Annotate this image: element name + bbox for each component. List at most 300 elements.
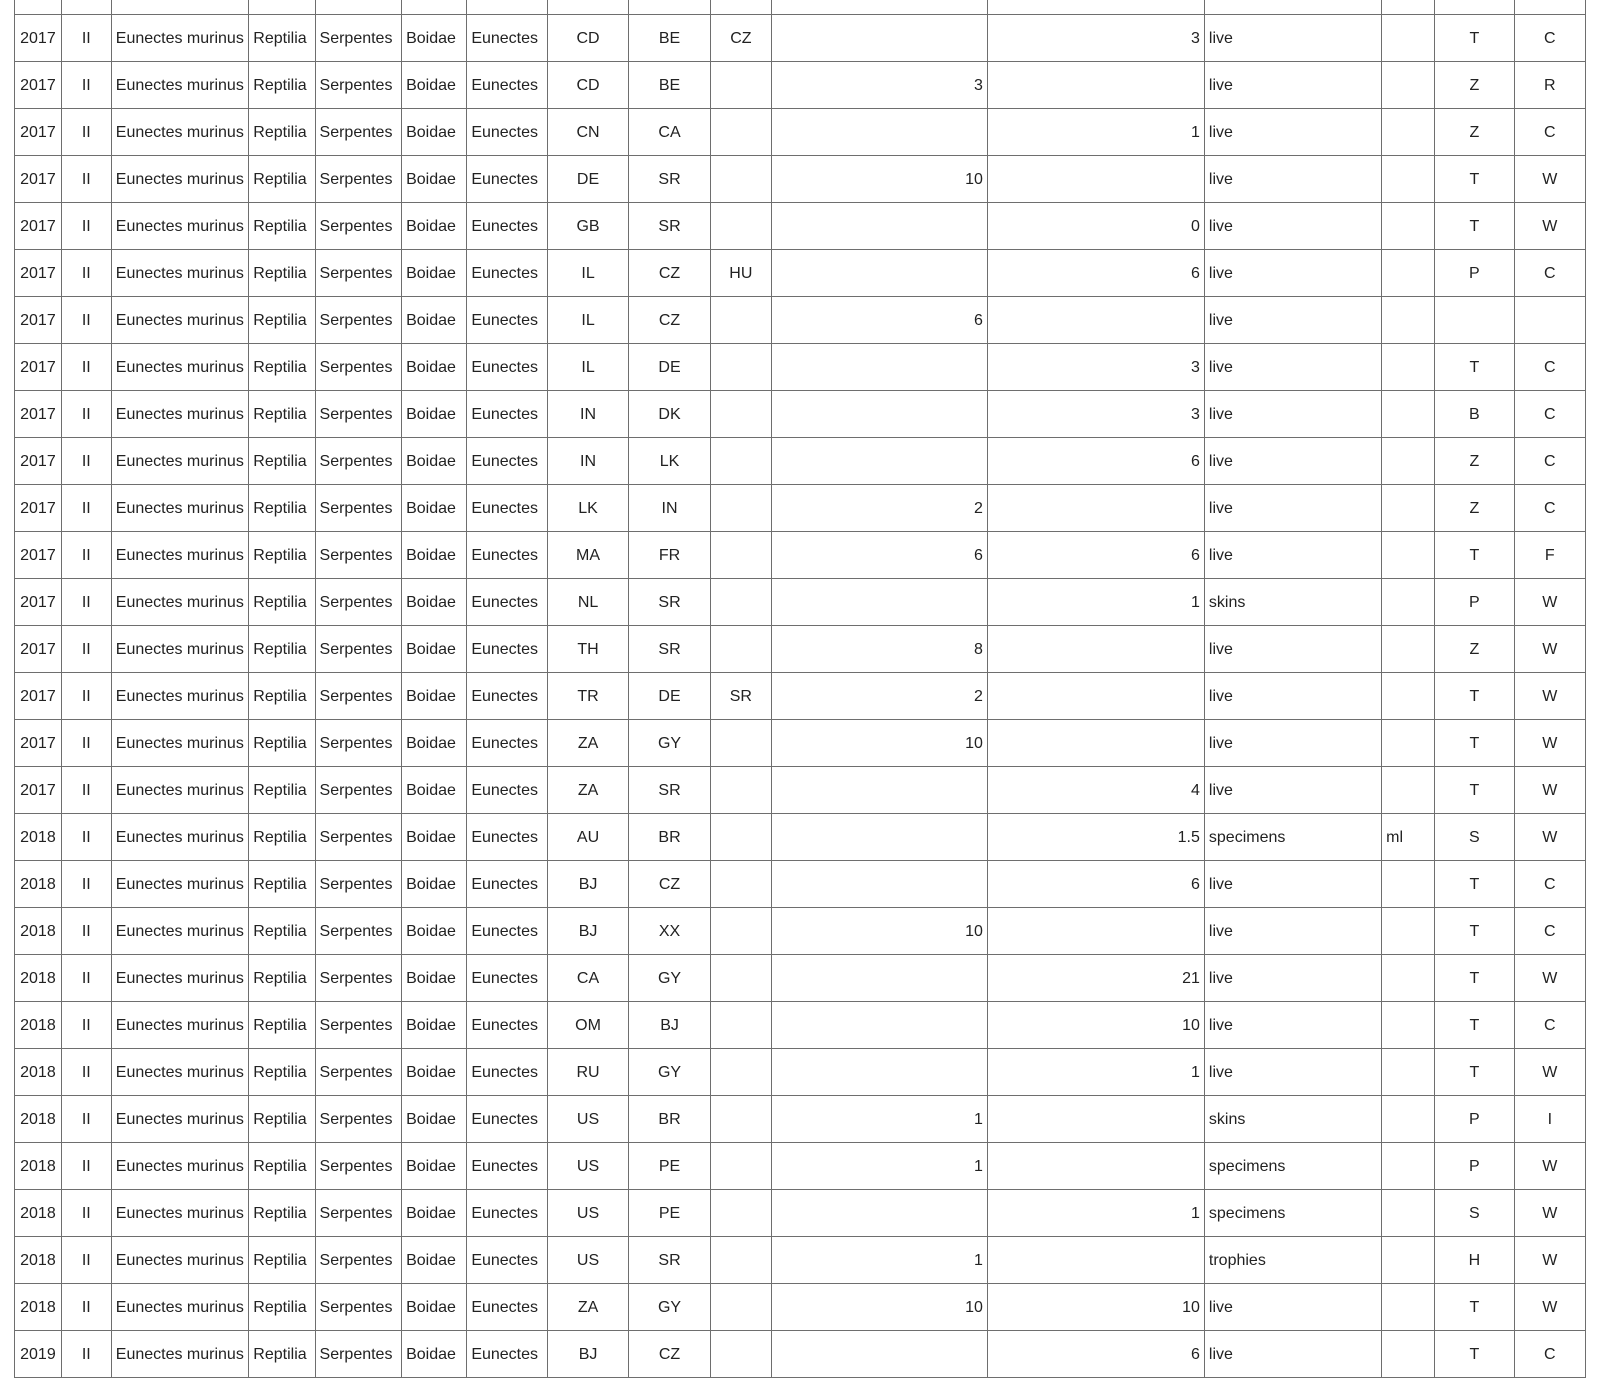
order-cell: Serpentes — [315, 767, 402, 814]
class-cell: Reptilia — [249, 1190, 315, 1237]
appendix-cell: II — [61, 203, 111, 250]
purpose-cell — [1435, 0, 1514, 15]
year-cell: 2018 — [15, 1096, 62, 1143]
importer-cell: BJ — [547, 908, 629, 955]
table-row — [15, 1284, 1586, 1331]
exporter-cell: PE — [629, 1143, 711, 1190]
source-cell: C — [1514, 438, 1585, 485]
genus-cell: Eunectes — [467, 673, 547, 720]
family-cell: Boidae — [402, 62, 467, 109]
origin-cell: CZ — [710, 15, 771, 62]
origin-cell — [710, 62, 771, 109]
appendix-cell: II — [61, 673, 111, 720]
term-cell: live — [1204, 156, 1381, 203]
source-cell: C — [1514, 1002, 1585, 1049]
year-cell: 2017 — [15, 297, 62, 344]
order-cell: Serpentes — [315, 250, 402, 297]
term-cell: skins — [1204, 1096, 1381, 1143]
importer-cell: ZA — [547, 767, 629, 814]
term-cell: live — [1204, 250, 1381, 297]
importer-cell: GB — [547, 203, 629, 250]
taxon-cell — [111, 0, 249, 15]
family-cell: Boidae — [402, 861, 467, 908]
order-cell: Serpentes — [315, 297, 402, 344]
class-cell: Reptilia — [249, 62, 315, 109]
importer-reported-quantity-cell — [771, 438, 987, 485]
term-cell: live — [1204, 673, 1381, 720]
taxon-cell: Eunectes murinus — [111, 814, 249, 861]
term-cell — [1204, 0, 1381, 15]
origin-cell — [710, 1237, 771, 1284]
exporter-reported-quantity-cell: 1 — [987, 1190, 1204, 1237]
importer-cell: BJ — [547, 861, 629, 908]
unit-cell — [1382, 0, 1435, 15]
genus-cell: Eunectes — [467, 1143, 547, 1190]
exporter-reported-quantity-cell: 10 — [987, 1284, 1204, 1331]
appendix-cell: II — [61, 485, 111, 532]
genus-cell: Eunectes — [467, 15, 547, 62]
exporter-cell: GY — [629, 720, 711, 767]
purpose-cell: T — [1435, 344, 1514, 391]
term-cell: specimens — [1204, 1143, 1381, 1190]
family-cell: Boidae — [402, 1331, 467, 1378]
origin-cell — [710, 1002, 771, 1049]
order-cell: Serpentes — [315, 1190, 402, 1237]
term-cell: live — [1204, 15, 1381, 62]
importer-reported-quantity-cell: 1 — [771, 1143, 987, 1190]
importer-reported-quantity-cell — [771, 1002, 987, 1049]
unit-cell — [1382, 1190, 1435, 1237]
term-cell: live — [1204, 203, 1381, 250]
class-cell: Reptilia — [249, 391, 315, 438]
appendix-cell: II — [61, 344, 111, 391]
purpose-cell: T — [1435, 1002, 1514, 1049]
source-cell: W — [1514, 1143, 1585, 1190]
purpose-cell: T — [1435, 955, 1514, 1002]
taxon-cell: Eunectes murinus — [111, 1096, 249, 1143]
source-cell: W — [1514, 955, 1585, 1002]
term-cell: live — [1204, 297, 1381, 344]
taxon-cell: Eunectes murinus — [111, 109, 249, 156]
order-cell: Serpentes — [315, 1331, 402, 1378]
family-cell: Boidae — [402, 203, 467, 250]
exporter-reported-quantity-cell: 3 — [987, 15, 1204, 62]
importer-reported-quantity-cell: 10 — [771, 1284, 987, 1331]
origin-cell — [710, 109, 771, 156]
origin-cell — [710, 626, 771, 673]
importer-reported-quantity-cell: 6 — [771, 532, 987, 579]
exporter-cell: BE — [629, 15, 711, 62]
genus-cell: Eunectes — [467, 1096, 547, 1143]
exporter-reported-quantity-cell: 6 — [987, 1331, 1204, 1378]
importer-cell: TR — [547, 673, 629, 720]
term-cell: trophies — [1204, 1237, 1381, 1284]
importer-reported-quantity-cell — [771, 250, 987, 297]
family-cell — [402, 0, 467, 15]
importer-cell: IL — [547, 344, 629, 391]
unit-cell — [1382, 344, 1435, 391]
purpose-cell: Z — [1435, 438, 1514, 485]
unit-cell — [1382, 626, 1435, 673]
term-cell: live — [1204, 767, 1381, 814]
class-cell: Reptilia — [249, 344, 315, 391]
unit-cell — [1382, 438, 1435, 485]
taxon-cell: Eunectes murinus — [111, 1143, 249, 1190]
exporter-cell: XX — [629, 908, 711, 955]
year-cell: 2017 — [15, 626, 62, 673]
origin-cell — [710, 955, 771, 1002]
source-cell: W — [1514, 1284, 1585, 1331]
order-cell: Serpentes — [315, 626, 402, 673]
taxon-cell: Eunectes murinus — [111, 955, 249, 1002]
exporter-reported-quantity-cell: 6 — [987, 861, 1204, 908]
class-cell: Reptilia — [249, 814, 315, 861]
class-cell — [249, 0, 315, 15]
unit-cell — [1382, 1096, 1435, 1143]
importer-reported-quantity-cell — [771, 955, 987, 1002]
importer-reported-quantity-cell — [771, 0, 987, 15]
taxon-cell: Eunectes murinus — [111, 156, 249, 203]
exporter-reported-quantity-cell — [987, 1237, 1204, 1284]
table-row — [15, 1143, 1586, 1190]
importer-reported-quantity-cell — [771, 579, 987, 626]
importer-reported-quantity-cell — [771, 203, 987, 250]
family-cell: Boidae — [402, 109, 467, 156]
purpose-cell: S — [1435, 814, 1514, 861]
origin-cell: SR — [710, 673, 771, 720]
importer-reported-quantity-cell: 6 — [771, 297, 987, 344]
year-cell: 2017 — [15, 720, 62, 767]
term-cell: live — [1204, 1049, 1381, 1096]
appendix-cell: II — [61, 814, 111, 861]
appendix-cell: II — [61, 626, 111, 673]
order-cell: Serpentes — [315, 861, 402, 908]
importer-cell: DE — [547, 156, 629, 203]
exporter-cell: SR — [629, 156, 711, 203]
term-cell: live — [1204, 391, 1381, 438]
unit-cell — [1382, 203, 1435, 250]
purpose-cell: P — [1435, 579, 1514, 626]
family-cell: Boidae — [402, 955, 467, 1002]
genus-cell: Eunectes — [467, 62, 547, 109]
source-cell: W — [1514, 579, 1585, 626]
year-cell: 2017 — [15, 485, 62, 532]
origin-cell — [710, 438, 771, 485]
unit-cell — [1382, 1143, 1435, 1190]
exporter-reported-quantity-cell: 6 — [987, 250, 1204, 297]
importer-reported-quantity-cell: 3 — [771, 62, 987, 109]
origin-cell — [710, 532, 771, 579]
class-cell: Reptilia — [249, 1002, 315, 1049]
purpose-cell — [1435, 297, 1514, 344]
exporter-cell: GY — [629, 955, 711, 1002]
term-cell: live — [1204, 344, 1381, 391]
class-cell: Reptilia — [249, 532, 315, 579]
importer-reported-quantity-cell: 10 — [771, 720, 987, 767]
exporter-cell: BR — [629, 1096, 711, 1143]
origin-cell — [710, 1284, 771, 1331]
importer-cell: CA — [547, 955, 629, 1002]
class-cell: Reptilia — [249, 297, 315, 344]
family-cell: Boidae — [402, 1143, 467, 1190]
source-cell: C — [1514, 861, 1585, 908]
appendix-cell: II — [61, 156, 111, 203]
table-body — [15, 0, 1586, 1378]
taxon-cell: Eunectes murinus — [111, 626, 249, 673]
exporter-cell: SR — [629, 1237, 711, 1284]
taxon-cell: Eunectes murinus — [111, 767, 249, 814]
importer-reported-quantity-cell — [771, 814, 987, 861]
exporter-cell: IN — [629, 485, 711, 532]
exporter-cell: FR — [629, 532, 711, 579]
importer-reported-quantity-cell — [771, 391, 987, 438]
taxon-cell: Eunectes murinus — [111, 250, 249, 297]
exporter-cell — [629, 0, 711, 15]
term-cell: live — [1204, 955, 1381, 1002]
year-cell: 2017 — [15, 532, 62, 579]
exporter-cell: CZ — [629, 250, 711, 297]
appendix-cell: II — [61, 250, 111, 297]
year-cell: 2017 — [15, 673, 62, 720]
genus-cell: Eunectes — [467, 438, 547, 485]
purpose-cell: T — [1435, 1331, 1514, 1378]
table-row — [15, 391, 1586, 438]
family-cell: Boidae — [402, 1237, 467, 1284]
exporter-reported-quantity-cell — [987, 156, 1204, 203]
table-row — [15, 955, 1586, 1002]
origin-cell — [710, 297, 771, 344]
family-cell: Boidae — [402, 673, 467, 720]
importer-cell: CD — [547, 15, 629, 62]
purpose-cell: T — [1435, 156, 1514, 203]
origin-cell — [710, 767, 771, 814]
genus-cell: Eunectes — [467, 579, 547, 626]
source-cell: C — [1514, 109, 1585, 156]
appendix-cell: II — [61, 1096, 111, 1143]
order-cell: Serpentes — [315, 1284, 402, 1331]
table-row — [15, 485, 1586, 532]
order-cell — [315, 0, 402, 15]
unit-cell — [1382, 62, 1435, 109]
taxon-cell: Eunectes murinus — [111, 908, 249, 955]
order-cell: Serpentes — [315, 908, 402, 955]
order-cell: Serpentes — [315, 62, 402, 109]
exporter-reported-quantity-cell — [987, 62, 1204, 109]
exporter-reported-quantity-cell: 3 — [987, 344, 1204, 391]
purpose-cell: H — [1435, 1237, 1514, 1284]
exporter-reported-quantity-cell — [987, 1143, 1204, 1190]
exporter-cell: SR — [629, 203, 711, 250]
importer-cell: US — [547, 1096, 629, 1143]
source-cell: W — [1514, 767, 1585, 814]
exporter-cell: BJ — [629, 1002, 711, 1049]
appendix-cell: II — [61, 767, 111, 814]
importer-cell: CD — [547, 62, 629, 109]
family-cell: Boidae — [402, 1284, 467, 1331]
year-cell: 2018 — [15, 861, 62, 908]
family-cell: Boidae — [402, 579, 467, 626]
importer-reported-quantity-cell: 2 — [771, 673, 987, 720]
table-row — [15, 1002, 1586, 1049]
source-cell: W — [1514, 673, 1585, 720]
class-cell: Reptilia — [249, 250, 315, 297]
purpose-cell: S — [1435, 1190, 1514, 1237]
exporter-reported-quantity-cell: 1.5 — [987, 814, 1204, 861]
class-cell: Reptilia — [249, 15, 315, 62]
genus-cell: Eunectes — [467, 767, 547, 814]
order-cell: Serpentes — [315, 438, 402, 485]
exporter-reported-quantity-cell: 21 — [987, 955, 1204, 1002]
source-cell: W — [1514, 1049, 1585, 1096]
taxon-cell: Eunectes murinus — [111, 15, 249, 62]
genus-cell: Eunectes — [467, 1237, 547, 1284]
unit-cell — [1382, 908, 1435, 955]
source-cell: R — [1514, 62, 1585, 109]
unit-cell — [1382, 1237, 1435, 1284]
table-row — [15, 579, 1586, 626]
term-cell: live — [1204, 861, 1381, 908]
purpose-cell: P — [1435, 1096, 1514, 1143]
origin-cell — [710, 0, 771, 15]
importer-reported-quantity-cell: 10 — [771, 908, 987, 955]
source-cell — [1514, 0, 1585, 15]
importer-reported-quantity-cell — [771, 1331, 987, 1378]
appendix-cell: II — [61, 1237, 111, 1284]
purpose-cell: T — [1435, 908, 1514, 955]
exporter-reported-quantity-cell: 1 — [987, 109, 1204, 156]
purpose-cell: Z — [1435, 109, 1514, 156]
source-cell: W — [1514, 626, 1585, 673]
taxon-cell: Eunectes murinus — [111, 344, 249, 391]
exporter-cell: GY — [629, 1284, 711, 1331]
table-row — [15, 344, 1586, 391]
class-cell: Reptilia — [249, 579, 315, 626]
origin-cell — [710, 1143, 771, 1190]
source-cell: W — [1514, 1190, 1585, 1237]
year-cell: 2018 — [15, 1190, 62, 1237]
importer-cell: MA — [547, 532, 629, 579]
order-cell: Serpentes — [315, 1002, 402, 1049]
source-cell: W — [1514, 720, 1585, 767]
unit-cell — [1382, 955, 1435, 1002]
origin-cell — [710, 485, 771, 532]
appendix-cell: II — [61, 15, 111, 62]
exporter-reported-quantity-cell — [987, 485, 1204, 532]
table-row — [15, 814, 1586, 861]
taxon-cell: Eunectes murinus — [111, 203, 249, 250]
class-cell: Reptilia — [249, 438, 315, 485]
origin-cell — [710, 861, 771, 908]
genus-cell: Eunectes — [467, 485, 547, 532]
purpose-cell: P — [1435, 250, 1514, 297]
term-cell: live — [1204, 62, 1381, 109]
importer-reported-quantity-cell: 1 — [771, 1237, 987, 1284]
exporter-reported-quantity-cell — [987, 297, 1204, 344]
exporter-cell: PE — [629, 1190, 711, 1237]
taxon-cell: Eunectes murinus — [111, 579, 249, 626]
genus-cell: Eunectes — [467, 1331, 547, 1378]
exporter-reported-quantity-cell: 3 — [987, 391, 1204, 438]
origin-cell — [710, 391, 771, 438]
taxon-cell: Eunectes murinus — [111, 438, 249, 485]
importer-reported-quantity-cell — [771, 1049, 987, 1096]
year-cell: 2018 — [15, 1143, 62, 1190]
table-row — [15, 1331, 1586, 1378]
appendix-cell: II — [61, 1049, 111, 1096]
year-cell: 2017 — [15, 250, 62, 297]
purpose-cell: Z — [1435, 62, 1514, 109]
term-cell: skins — [1204, 579, 1381, 626]
year-cell: 2017 — [15, 579, 62, 626]
exporter-reported-quantity-cell: 10 — [987, 1002, 1204, 1049]
importer-reported-quantity-cell: 8 — [771, 626, 987, 673]
year-cell: 2017 — [15, 15, 62, 62]
year-cell: 2018 — [15, 1002, 62, 1049]
year-cell: 2017 — [15, 391, 62, 438]
unit-cell — [1382, 156, 1435, 203]
family-cell: Boidae — [402, 1096, 467, 1143]
importer-reported-quantity-cell — [771, 767, 987, 814]
order-cell: Serpentes — [315, 15, 402, 62]
appendix-cell: II — [61, 532, 111, 579]
family-cell: Boidae — [402, 1002, 467, 1049]
class-cell: Reptilia — [249, 1049, 315, 1096]
taxon-cell: Eunectes murinus — [111, 391, 249, 438]
unit-cell: ml — [1382, 814, 1435, 861]
source-cell: F — [1514, 532, 1585, 579]
year-cell: 2018 — [15, 1237, 62, 1284]
genus-cell: Eunectes — [467, 109, 547, 156]
order-cell: Serpentes — [315, 673, 402, 720]
year-cell: 2017 — [15, 344, 62, 391]
purpose-cell: T — [1435, 203, 1514, 250]
purpose-cell: T — [1435, 1049, 1514, 1096]
class-cell: Reptilia — [249, 861, 315, 908]
importer-cell: ZA — [547, 1284, 629, 1331]
appendix-cell: II — [61, 1002, 111, 1049]
source-cell: C — [1514, 15, 1585, 62]
class-cell: Reptilia — [249, 626, 315, 673]
source-cell: C — [1514, 1331, 1585, 1378]
class-cell: Reptilia — [249, 955, 315, 1002]
order-cell: Serpentes — [315, 485, 402, 532]
term-cell: live — [1204, 532, 1381, 579]
year-cell — [15, 0, 62, 15]
order-cell: Serpentes — [315, 955, 402, 1002]
order-cell: Serpentes — [315, 156, 402, 203]
exporter-reported-quantity-cell: 6 — [987, 438, 1204, 485]
genus-cell: Eunectes — [467, 1002, 547, 1049]
year-cell: 2018 — [15, 908, 62, 955]
table-row — [15, 1237, 1586, 1284]
genus-cell: Eunectes — [467, 861, 547, 908]
purpose-cell: T — [1435, 673, 1514, 720]
importer-cell: AU — [547, 814, 629, 861]
purpose-cell: T — [1435, 532, 1514, 579]
unit-cell — [1382, 579, 1435, 626]
unit-cell — [1382, 861, 1435, 908]
importer-cell: CN — [547, 109, 629, 156]
importer-reported-quantity-cell: 2 — [771, 485, 987, 532]
order-cell: Serpentes — [315, 814, 402, 861]
year-cell: 2017 — [15, 767, 62, 814]
taxon-cell: Eunectes murinus — [111, 1284, 249, 1331]
source-cell: W — [1514, 1237, 1585, 1284]
term-cell: live — [1204, 438, 1381, 485]
exporter-reported-quantity-cell — [987, 0, 1204, 15]
purpose-cell: Z — [1435, 485, 1514, 532]
genus-cell: Eunectes — [467, 1049, 547, 1096]
